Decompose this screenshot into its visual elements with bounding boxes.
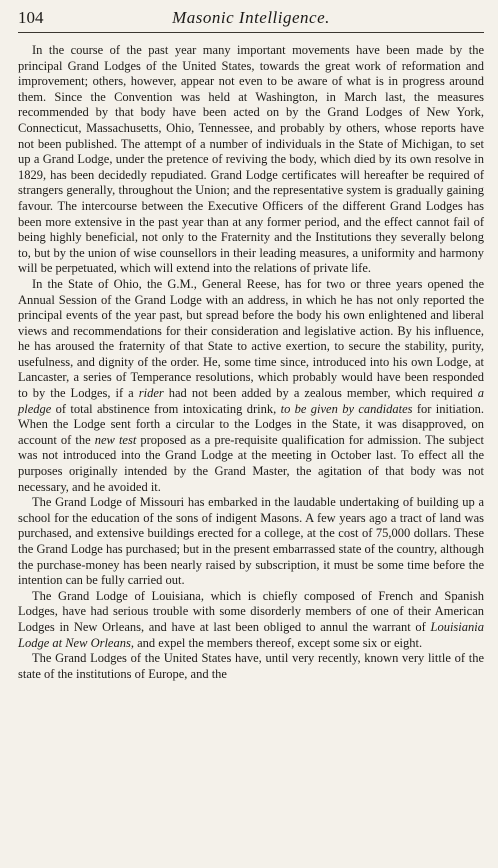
paragraph	[18, 495, 484, 589]
paragraph	[18, 651, 484, 682]
running-head: Masonic Intelligence.	[172, 8, 330, 27]
text-segment: for initiation. When the Lodge sent forth a circular to the Lodges in the State, it was disapproved, on account of the	[18, 401, 485, 447]
text-segment: and expel the members thereof, except some six or eight.	[133, 635, 423, 650]
italic-text: rider	[138, 386, 164, 401]
italic-text: Louisiania Lodge at New Orleans,	[18, 619, 484, 650]
text-segment: of total abstinence from intoxicating drink,	[51, 401, 281, 416]
text-segment: had not been added by a zealous member, which required	[163, 386, 478, 401]
italic-text: to be given by candidates	[280, 401, 413, 416]
italic-text: a pledge	[18, 386, 484, 416]
page-number: 104	[18, 8, 44, 27]
paragraph	[18, 43, 484, 277]
text-segment: proposed as a pre-requisite qualification for admission. The subject was not introduced into the Grand Lodge at the meeting in October last. To effect all the purposes originally intended by the Grand Master, the agitation of that body was not necessary, and he avoided it.	[18, 432, 484, 494]
text-segment: The Grand Lodge of Louisiana, which is chiefly composed of French and Spanish Lodges, have had serious trouble with some disorderly members of one of their American Lodges in New Orleans, and have at last been obliged to annul the warrant of	[18, 588, 484, 634]
page-header	[18, 6, 484, 33]
text-segment: The Grand Lodge of Missouri has embarked in the laudable undertaking of building up a school for the education of the sons of indigent Masons. A few years ago a tract of land was purchased, and extensive buildings erected for a college, at the cost of 75,000 dollars. These the Grand Lodge has purchased; but in the present embarrassed state of the country, although the purchase-money has been nearly raised by subscription, it must be some time before the intention can be fully carried out.	[18, 495, 484, 588]
text-segment: In the course of the past year many important movements have been made by the principal Grand Lodges of the United States, towards the great work of reformation and improvement; others, however, appear not even to be aware of what is in progress around them. Since the Convention was held at Washington, in March last, the measures recommended by that body have been acted on by the Grand Lodges of New York, Connecticut, Massachusetts, Ohio, Tennessee, and probably by others, whose reports have not been published. The attempt of a number of individuals in the State of Michigan, to set up a Grand Lodge, under the pretence of reviving the body, which died by its own resolve in 1829, has been decidedly repudiated. Grand Lodge certificates will hereafter be required of strangers generally, throughout the Union; and the representative system is gradually gaining favour. The intercourse between the Executive Officers of the different Grand Lodges has been more extensive in the past year than at any former period, and the effect cannot fail of being highly beneficial, not only to the Fraternity and the Institutions they severally belong to, but by the union of wise counsellors in their leading measures, a uniformity and harmony will be perpetuated, which will extend into the relations of private life.	[18, 43, 484, 276]
italic-text: new test	[94, 432, 137, 447]
body-text	[18, 43, 484, 682]
text-segment: In the State of Ohio, the G.M., General Reese, has for two or three years opened the Annual Session of the Grand Lodge with an address, in which he has not only reported the principal events of the year past, but spread before the body his own enlightened and liberal views and recommendations for their consideration and legislative action. By his influence, he has aroused the fraternity of that State to active exertion, to secure the stability, purity, usefulness, and dignity of the order. He, some time since, introduced into his own Lodge, at Lancaster, a series of Temperance resolutions, which probably would have been responded to by the Lodges, if a	[18, 276, 484, 401]
text-segment: The Grand Lodges of the United States have, until very recently, known very little of the state of the institutions of Europe, and the	[18, 651, 484, 681]
paragraph	[18, 277, 484, 495]
paragraph	[18, 589, 484, 651]
